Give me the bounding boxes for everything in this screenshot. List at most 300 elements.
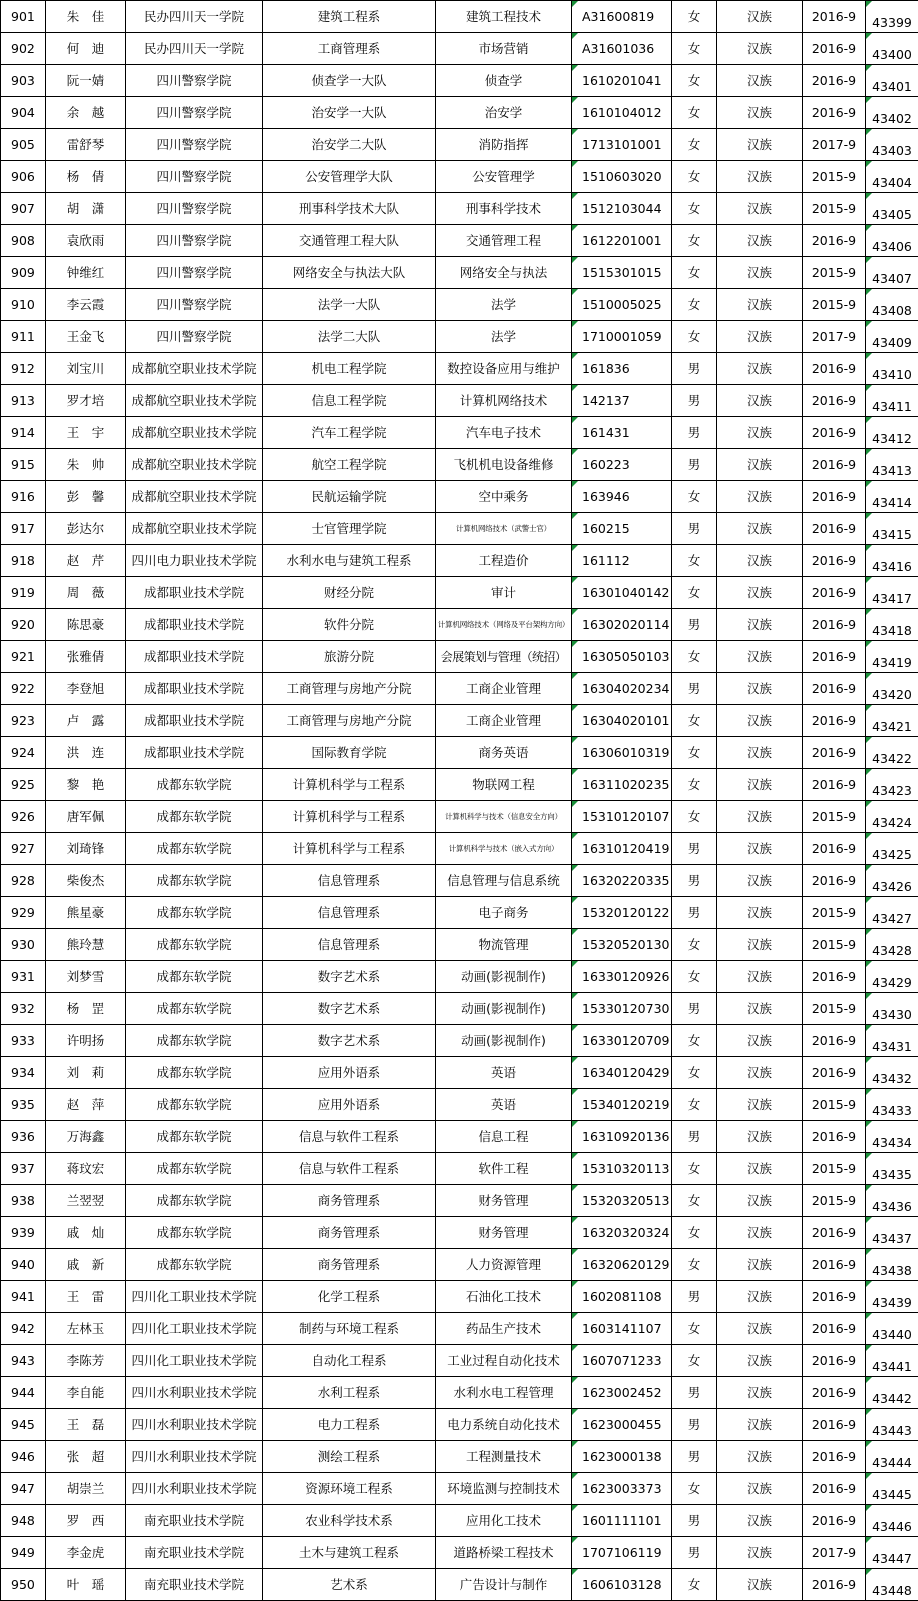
school-name: 四川警察学院 (126, 289, 263, 321)
student-id: 16310920136 (572, 1121, 672, 1153)
student-id: 1603141107 (572, 1313, 672, 1345)
serial-code: 43428 (866, 929, 918, 961)
row-number: 913 (1, 385, 46, 417)
major: 信息管理与信息系统 (436, 865, 572, 897)
student-name: 阮一婧 (46, 65, 126, 97)
table-row (1, 257, 918, 289)
enroll-date: 2015-9 (803, 897, 866, 929)
enroll-date: 2016-9 (803, 1313, 866, 1345)
student-name: 李陈芳 (46, 1345, 126, 1377)
ethnicity: 汉族 (717, 1569, 803, 1601)
gender: 女 (672, 1185, 717, 1217)
department: 汽车工程学院 (263, 417, 436, 449)
department: 侦查学一大队 (263, 65, 436, 97)
serial-code: 43401 (866, 65, 918, 97)
ethnicity: 汉族 (717, 1473, 803, 1505)
student-id: 16304020101 (572, 705, 672, 737)
student-id: 1623002452 (572, 1377, 672, 1409)
major: 工业过程自动化技术 (436, 1345, 572, 1377)
student-id: 16306010319 (572, 737, 672, 769)
gender: 男 (672, 417, 717, 449)
school-name: 成都航空职业技术学院 (126, 353, 263, 385)
enroll-date: 2016-9 (803, 609, 866, 641)
table-row (1, 705, 918, 737)
serial-code: 43420 (866, 673, 918, 705)
row-number: 926 (1, 801, 46, 833)
school-name: 成都东软学院 (126, 1153, 263, 1185)
gender: 女 (672, 129, 717, 161)
major: 汽车电子技术 (436, 417, 572, 449)
student-name: 雷舒琴 (46, 129, 126, 161)
ethnicity: 汉族 (717, 673, 803, 705)
major: 数控设备应用与维护 (436, 353, 572, 385)
ethnicity: 汉族 (717, 641, 803, 673)
gender: 女 (672, 641, 717, 673)
department: 软件分院 (263, 609, 436, 641)
student-id: 160223 (572, 449, 672, 481)
major: 动画(影视制作) (436, 961, 572, 993)
student-id: 1710001059 (572, 321, 672, 353)
row-number: 945 (1, 1409, 46, 1441)
major: 网络安全与执法 (436, 257, 572, 289)
department: 信息工程学院 (263, 385, 436, 417)
table-row (1, 353, 918, 385)
department: 制药与环境工程系 (263, 1313, 436, 1345)
student-name: 罗 西 (46, 1505, 126, 1537)
enroll-date: 2016-9 (803, 577, 866, 609)
department: 信息与软件工程系 (263, 1121, 436, 1153)
student-name: 袁欣雨 (46, 225, 126, 257)
table-row (1, 1089, 918, 1121)
major: 软件工程 (436, 1153, 572, 1185)
gender: 男 (672, 1505, 717, 1537)
table-row (1, 1537, 918, 1569)
gender: 女 (672, 1, 717, 33)
student-name: 王金飞 (46, 321, 126, 353)
major: 空中乘务 (436, 481, 572, 513)
student-name: 兰翌翌 (46, 1185, 126, 1217)
major: 商务英语 (436, 737, 572, 769)
major: 计算机科学与技术（信息安全方向） (436, 801, 572, 833)
department: 水利水电与建筑工程系 (263, 545, 436, 577)
serial-code: 43414 (866, 481, 918, 513)
department: 财经分院 (263, 577, 436, 609)
gender: 女 (672, 33, 717, 65)
row-number: 908 (1, 225, 46, 257)
school-name: 民办四川天一学院 (126, 33, 263, 65)
major: 环境监测与控制技术 (436, 1473, 572, 1505)
major: 工商企业管理 (436, 705, 572, 737)
ethnicity: 汉族 (717, 1249, 803, 1281)
student-name: 罗才培 (46, 385, 126, 417)
ethnicity: 汉族 (717, 1537, 803, 1569)
serial-code: 43400 (866, 33, 918, 65)
serial-code: 43419 (866, 641, 918, 673)
school-name: 成都职业技术学院 (126, 577, 263, 609)
serial-code: 43431 (866, 1025, 918, 1057)
student-id: 1510005025 (572, 289, 672, 321)
row-number: 932 (1, 993, 46, 1025)
enroll-date: 2016-9 (803, 1345, 866, 1377)
department: 信息与软件工程系 (263, 1153, 436, 1185)
gender: 女 (672, 545, 717, 577)
school-name: 四川警察学院 (126, 65, 263, 97)
serial-code: 43441 (866, 1345, 918, 1377)
school-name: 成都东软学院 (126, 1089, 263, 1121)
enroll-date: 2016-9 (803, 769, 866, 801)
department: 商务管理系 (263, 1249, 436, 1281)
student-name: 柴俊杰 (46, 865, 126, 897)
ethnicity: 汉族 (717, 993, 803, 1025)
enroll-date: 2016-9 (803, 1473, 866, 1505)
table-row (1, 609, 918, 641)
serial-code: 43435 (866, 1153, 918, 1185)
student-id: 161112 (572, 545, 672, 577)
school-name: 成都东软学院 (126, 1217, 263, 1249)
gender: 女 (672, 1313, 717, 1345)
major: 财务管理 (436, 1185, 572, 1217)
gender: 女 (672, 1057, 717, 1089)
student-id: A31601036 (572, 33, 672, 65)
serial-code: 43430 (866, 993, 918, 1025)
department: 建筑工程系 (263, 1, 436, 33)
school-name: 成都航空职业技术学院 (126, 481, 263, 513)
enroll-date: 2016-9 (803, 33, 866, 65)
table-row (1, 1281, 918, 1313)
table-row (1, 801, 918, 833)
department: 交通管理工程大队 (263, 225, 436, 257)
row-number: 925 (1, 769, 46, 801)
serial-code: 43447 (866, 1537, 918, 1569)
table-row (1, 33, 918, 65)
student-id: 16304020234 (572, 673, 672, 705)
serial-code: 43426 (866, 865, 918, 897)
major: 飞机机电设备维修 (436, 449, 572, 481)
enroll-date: 2016-9 (803, 1249, 866, 1281)
row-number: 950 (1, 1569, 46, 1601)
major: 计算机网络技术（武警士官） (436, 513, 572, 545)
student-name: 刘琦锋 (46, 833, 126, 865)
gender: 男 (672, 609, 717, 641)
school-name: 四川水利职业技术学院 (126, 1473, 263, 1505)
student-name: 李登旭 (46, 673, 126, 705)
school-name: 成都东软学院 (126, 1121, 263, 1153)
table-row (1, 1249, 918, 1281)
enroll-date: 2016-9 (803, 705, 866, 737)
row-number: 946 (1, 1441, 46, 1473)
ethnicity: 汉族 (717, 161, 803, 193)
ethnicity: 汉族 (717, 1057, 803, 1089)
serial-code: 43406 (866, 225, 918, 257)
enroll-date: 2015-9 (803, 993, 866, 1025)
table-row (1, 321, 918, 353)
serial-code: 43404 (866, 161, 918, 193)
enroll-date: 2016-9 (803, 225, 866, 257)
student-name: 张雅倩 (46, 641, 126, 673)
row-number: 901 (1, 1, 46, 33)
school-name: 四川警察学院 (126, 193, 263, 225)
table-row (1, 1121, 918, 1153)
serial-code: 43402 (866, 97, 918, 129)
school-name: 四川警察学院 (126, 161, 263, 193)
school-name: 四川电力职业技术学院 (126, 545, 263, 577)
enroll-date: 2016-9 (803, 833, 866, 865)
student-name: 余 越 (46, 97, 126, 129)
major: 石油化工技术 (436, 1281, 572, 1313)
enroll-date: 2016-9 (803, 1505, 866, 1537)
student-name: 杨 罡 (46, 993, 126, 1025)
serial-code: 43448 (866, 1569, 918, 1601)
table-row (1, 641, 918, 673)
major: 英语 (436, 1057, 572, 1089)
ethnicity: 汉族 (717, 1377, 803, 1409)
student-id: 1607071233 (572, 1345, 672, 1377)
row-number: 916 (1, 481, 46, 513)
row-number: 930 (1, 929, 46, 961)
enroll-date: 2016-9 (803, 1409, 866, 1441)
major: 消防指挥 (436, 129, 572, 161)
gender: 女 (672, 225, 717, 257)
major: 动画(影视制作) (436, 1025, 572, 1057)
row-number: 927 (1, 833, 46, 865)
department: 数字艺术系 (263, 1025, 436, 1057)
table-row (1, 1345, 918, 1377)
gender: 男 (672, 833, 717, 865)
enroll-date: 2016-9 (803, 1377, 866, 1409)
student-id: 15320120122 (572, 897, 672, 929)
department: 数字艺术系 (263, 993, 436, 1025)
enroll-date: 2016-9 (803, 1569, 866, 1601)
serial-code: 43412 (866, 417, 918, 449)
gender: 女 (672, 1569, 717, 1601)
school-name: 成都东软学院 (126, 993, 263, 1025)
student-id: 1713101001 (572, 129, 672, 161)
serial-code: 43408 (866, 289, 918, 321)
department: 士官管理学院 (263, 513, 436, 545)
ethnicity: 汉族 (717, 1217, 803, 1249)
enroll-date: 2017-9 (803, 129, 866, 161)
ethnicity: 汉族 (717, 33, 803, 65)
ethnicity: 汉族 (717, 1089, 803, 1121)
student-name: 胡 潇 (46, 193, 126, 225)
student-name: 杨 倩 (46, 161, 126, 193)
student-id: 16311020235 (572, 769, 672, 801)
row-number: 920 (1, 609, 46, 641)
ethnicity: 汉族 (717, 289, 803, 321)
department: 水利工程系 (263, 1377, 436, 1409)
major: 会展策划与管理（统招） (436, 641, 572, 673)
student-name: 王 宇 (46, 417, 126, 449)
enroll-date: 2015-9 (803, 1089, 866, 1121)
serial-code: 43418 (866, 609, 918, 641)
serial-code: 43445 (866, 1473, 918, 1505)
major: 水利水电工程管理 (436, 1377, 572, 1409)
enroll-date: 2015-9 (803, 193, 866, 225)
school-name: 成都职业技术学院 (126, 705, 263, 737)
row-number: 948 (1, 1505, 46, 1537)
department: 应用外语系 (263, 1089, 436, 1121)
school-name: 成都东软学院 (126, 1249, 263, 1281)
enroll-date: 2016-9 (803, 545, 866, 577)
gender: 男 (672, 1377, 717, 1409)
gender: 女 (672, 257, 717, 289)
gender: 女 (672, 577, 717, 609)
school-name: 四川水利职业技术学院 (126, 1441, 263, 1473)
major: 英语 (436, 1089, 572, 1121)
department: 数字艺术系 (263, 961, 436, 993)
enroll-date: 2016-9 (803, 673, 866, 705)
row-number: 907 (1, 193, 46, 225)
department: 治安学一大队 (263, 97, 436, 129)
table-row (1, 929, 918, 961)
student-name: 周 薇 (46, 577, 126, 609)
student-id: 1623000455 (572, 1409, 672, 1441)
ethnicity: 汉族 (717, 801, 803, 833)
table-row (1, 129, 918, 161)
student-id: 1512103044 (572, 193, 672, 225)
major: 侦查学 (436, 65, 572, 97)
student-name: 刘梦雪 (46, 961, 126, 993)
table-row (1, 225, 918, 257)
school-name: 成都东软学院 (126, 897, 263, 929)
department: 信息管理系 (263, 897, 436, 929)
major: 财务管理 (436, 1217, 572, 1249)
row-number: 917 (1, 513, 46, 545)
department: 化学工程系 (263, 1281, 436, 1313)
ethnicity: 汉族 (717, 577, 803, 609)
student-id: 161836 (572, 353, 672, 385)
school-name: 民办四川天一学院 (126, 1, 263, 33)
enroll-date: 2015-9 (803, 257, 866, 289)
school-name: 成都航空职业技术学院 (126, 417, 263, 449)
serial-code: 43399 (866, 1, 918, 33)
student-name: 彭达尔 (46, 513, 126, 545)
student-id: 16340120429 (572, 1057, 672, 1089)
ethnicity: 汉族 (717, 1281, 803, 1313)
student-name: 黎 艳 (46, 769, 126, 801)
school-name: 成都航空职业技术学院 (126, 513, 263, 545)
department: 艺术系 (263, 1569, 436, 1601)
major: 审计 (436, 577, 572, 609)
student-name: 李云霞 (46, 289, 126, 321)
school-name: 成都东软学院 (126, 1185, 263, 1217)
row-number: 915 (1, 449, 46, 481)
school-name: 成都职业技术学院 (126, 609, 263, 641)
student-name: 赵 芹 (46, 545, 126, 577)
student-name: 左林玉 (46, 1313, 126, 1345)
department: 自动化工程系 (263, 1345, 436, 1377)
ethnicity: 汉族 (717, 97, 803, 129)
student-id: 16320620129 (572, 1249, 672, 1281)
department: 测绘工程系 (263, 1441, 436, 1473)
gender: 女 (672, 1249, 717, 1281)
school-name: 成都东软学院 (126, 801, 263, 833)
student-name: 李金虎 (46, 1537, 126, 1569)
ethnicity: 汉族 (717, 449, 803, 481)
major: 信息工程 (436, 1121, 572, 1153)
school-name: 四川化工职业技术学院 (126, 1313, 263, 1345)
enroll-date: 2016-9 (803, 385, 866, 417)
row-number: 914 (1, 417, 46, 449)
row-number: 947 (1, 1473, 46, 1505)
enroll-date: 2016-9 (803, 641, 866, 673)
student-name: 彭 馨 (46, 481, 126, 513)
gender: 男 (672, 513, 717, 545)
gender: 女 (672, 65, 717, 97)
serial-code: 43442 (866, 1377, 918, 1409)
student-id: 1610104012 (572, 97, 672, 129)
department: 工商管理系 (263, 33, 436, 65)
table-row (1, 1441, 918, 1473)
serial-code: 43407 (866, 257, 918, 289)
student-name: 熊玲慧 (46, 929, 126, 961)
serial-code: 43434 (866, 1121, 918, 1153)
serial-code: 43405 (866, 193, 918, 225)
student-id: 1610201041 (572, 65, 672, 97)
student-id: 1601111101 (572, 1505, 672, 1537)
row-number: 923 (1, 705, 46, 737)
gender: 女 (672, 1153, 717, 1185)
student-id: 1602081108 (572, 1281, 672, 1313)
row-number: 928 (1, 865, 46, 897)
enroll-date: 2017-9 (803, 1537, 866, 1569)
gender: 女 (672, 1345, 717, 1377)
row-number: 921 (1, 641, 46, 673)
table-row (1, 1057, 918, 1089)
row-number: 910 (1, 289, 46, 321)
table-row (1, 577, 918, 609)
gender: 女 (672, 705, 717, 737)
student-name: 叶 瑶 (46, 1569, 126, 1601)
student-id: 163946 (572, 481, 672, 513)
enroll-date: 2016-9 (803, 65, 866, 97)
ethnicity: 汉族 (717, 1, 803, 33)
major: 应用化工技术 (436, 1505, 572, 1537)
student-name: 万海鑫 (46, 1121, 126, 1153)
gender: 女 (672, 769, 717, 801)
department: 计算机科学与工程系 (263, 801, 436, 833)
table-row (1, 993, 918, 1025)
table-row (1, 1313, 918, 1345)
serial-code: 43424 (866, 801, 918, 833)
ethnicity: 汉族 (717, 481, 803, 513)
student-id: 1623000138 (572, 1441, 672, 1473)
table-row (1, 1377, 918, 1409)
student-id: 161431 (572, 417, 672, 449)
major: 法学 (436, 321, 572, 353)
department: 农业科学技术系 (263, 1505, 436, 1537)
table-row (1, 865, 918, 897)
row-number: 935 (1, 1089, 46, 1121)
student-name: 许明扬 (46, 1025, 126, 1057)
student-id: 16320320324 (572, 1217, 672, 1249)
enroll-date: 2016-9 (803, 1281, 866, 1313)
ethnicity: 汉族 (717, 1185, 803, 1217)
department: 信息管理系 (263, 929, 436, 961)
ethnicity: 汉族 (717, 897, 803, 929)
serial-code: 43425 (866, 833, 918, 865)
gender: 女 (672, 161, 717, 193)
student-id: 1623003373 (572, 1473, 672, 1505)
table-row (1, 961, 918, 993)
major: 电力系统自动化技术 (436, 1409, 572, 1441)
enroll-date: 2016-9 (803, 865, 866, 897)
serial-code: 43432 (866, 1057, 918, 1089)
gender: 女 (672, 737, 717, 769)
table-row (1, 97, 918, 129)
department: 工商管理与房地产分院 (263, 673, 436, 705)
row-number: 919 (1, 577, 46, 609)
